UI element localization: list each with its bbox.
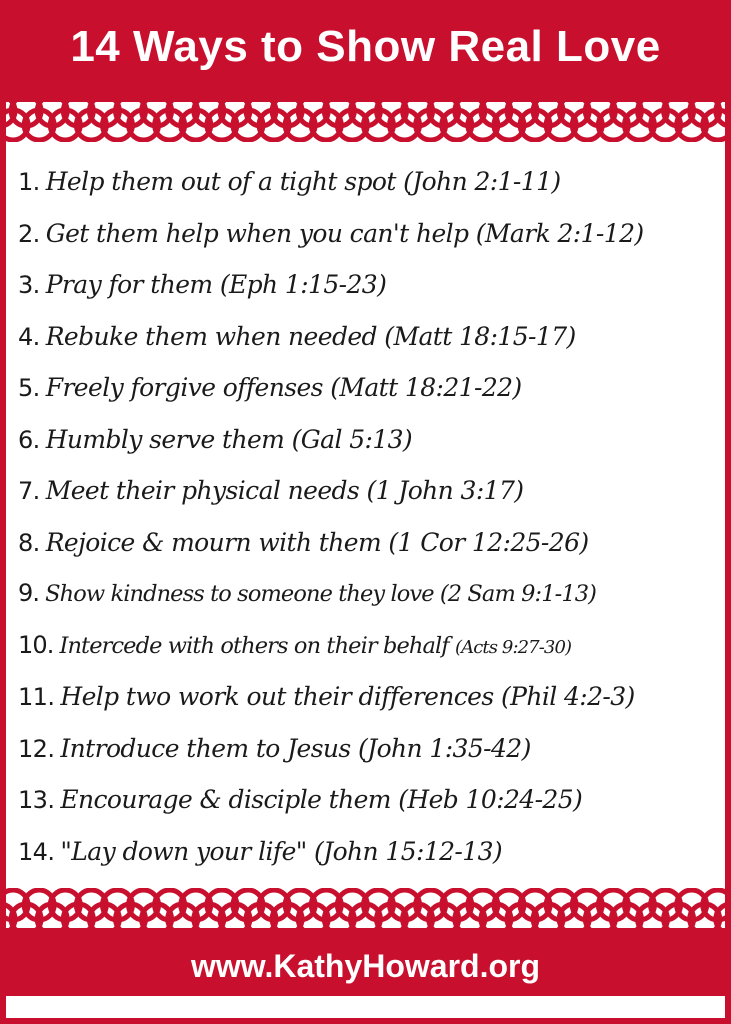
list-item (18, 568, 723, 620)
list-item (18, 723, 723, 775)
item-number: 14. (18, 837, 55, 866)
ring-band (0, 94, 731, 102)
item-number: 10. (18, 630, 54, 659)
item-text: Intercede with others on their behalf (59, 632, 449, 659)
item-text: Help two work out their differences (Phil 4:2-3) (60, 682, 635, 711)
item-text: Rebuke them when needed (Matt 18:15-17) (45, 321, 576, 351)
item-number: 4. (18, 322, 40, 351)
item-number: 5. (18, 374, 40, 402)
item-number: 8. (18, 528, 40, 557)
item-text: Meet their physical needs (1 John 3:17) (45, 476, 524, 505)
item-number: 6. (18, 425, 40, 454)
item-text: Humbly serve them (Gal 5:13) (45, 424, 413, 454)
list-item (18, 774, 723, 826)
item-text: Freely forgive offenses (Matt 18:21-22) (45, 373, 522, 402)
list-item (18, 414, 723, 466)
list-item (18, 311, 723, 363)
title-banner (0, 0, 731, 94)
list-item (18, 156, 723, 208)
ways-list (18, 156, 723, 877)
list-item (18, 362, 723, 414)
item-number: 9. (18, 579, 40, 607)
item-number: 12. (18, 734, 55, 763)
scallop-border-bottom (0, 888, 731, 936)
list-item (18, 208, 723, 260)
footer-banner (0, 936, 731, 996)
scallop-border-top (0, 94, 731, 142)
list-item (18, 671, 723, 723)
ring-band (0, 928, 731, 936)
item-text: Introduce them to Jesus (John 1:35-42) (60, 733, 531, 763)
website-link[interactable]: www.KathyHoward.org (190, 947, 541, 984)
list-item (18, 465, 723, 517)
list-item (18, 517, 723, 569)
item-number: 2. (18, 219, 40, 248)
list-item (18, 620, 723, 672)
item-text: Encourage & disciple them (Heb 10:24-25) (60, 785, 583, 814)
item-text: Get them help when you can't help (Mark 2:1-12) (45, 218, 644, 248)
item-text: Help them out of a tight spot (John 2:1-11) (45, 167, 561, 196)
item-number: 11. (18, 683, 55, 711)
list-item (18, 826, 723, 878)
item-number: 13. (18, 786, 55, 814)
item-text: Rejoice & mourn with them (1 Cor 12:25-26) (45, 527, 589, 557)
item-number: 1. (18, 168, 40, 196)
list-item (18, 259, 723, 311)
item-text: Show kindness to someone they love (2 Sam 9:1-13) (45, 581, 597, 607)
item-reference: (Acts 9:27-30) (455, 636, 572, 658)
item-text: Pray for them (Eph 1:15-23) (45, 270, 387, 299)
item-text: "Lay down your life" (John 15:12-13) (60, 836, 503, 866)
page-title: 14 Ways to Show Real Love (70, 22, 661, 71)
item-number: 7. (18, 477, 40, 505)
item-number: 3. (18, 271, 40, 299)
